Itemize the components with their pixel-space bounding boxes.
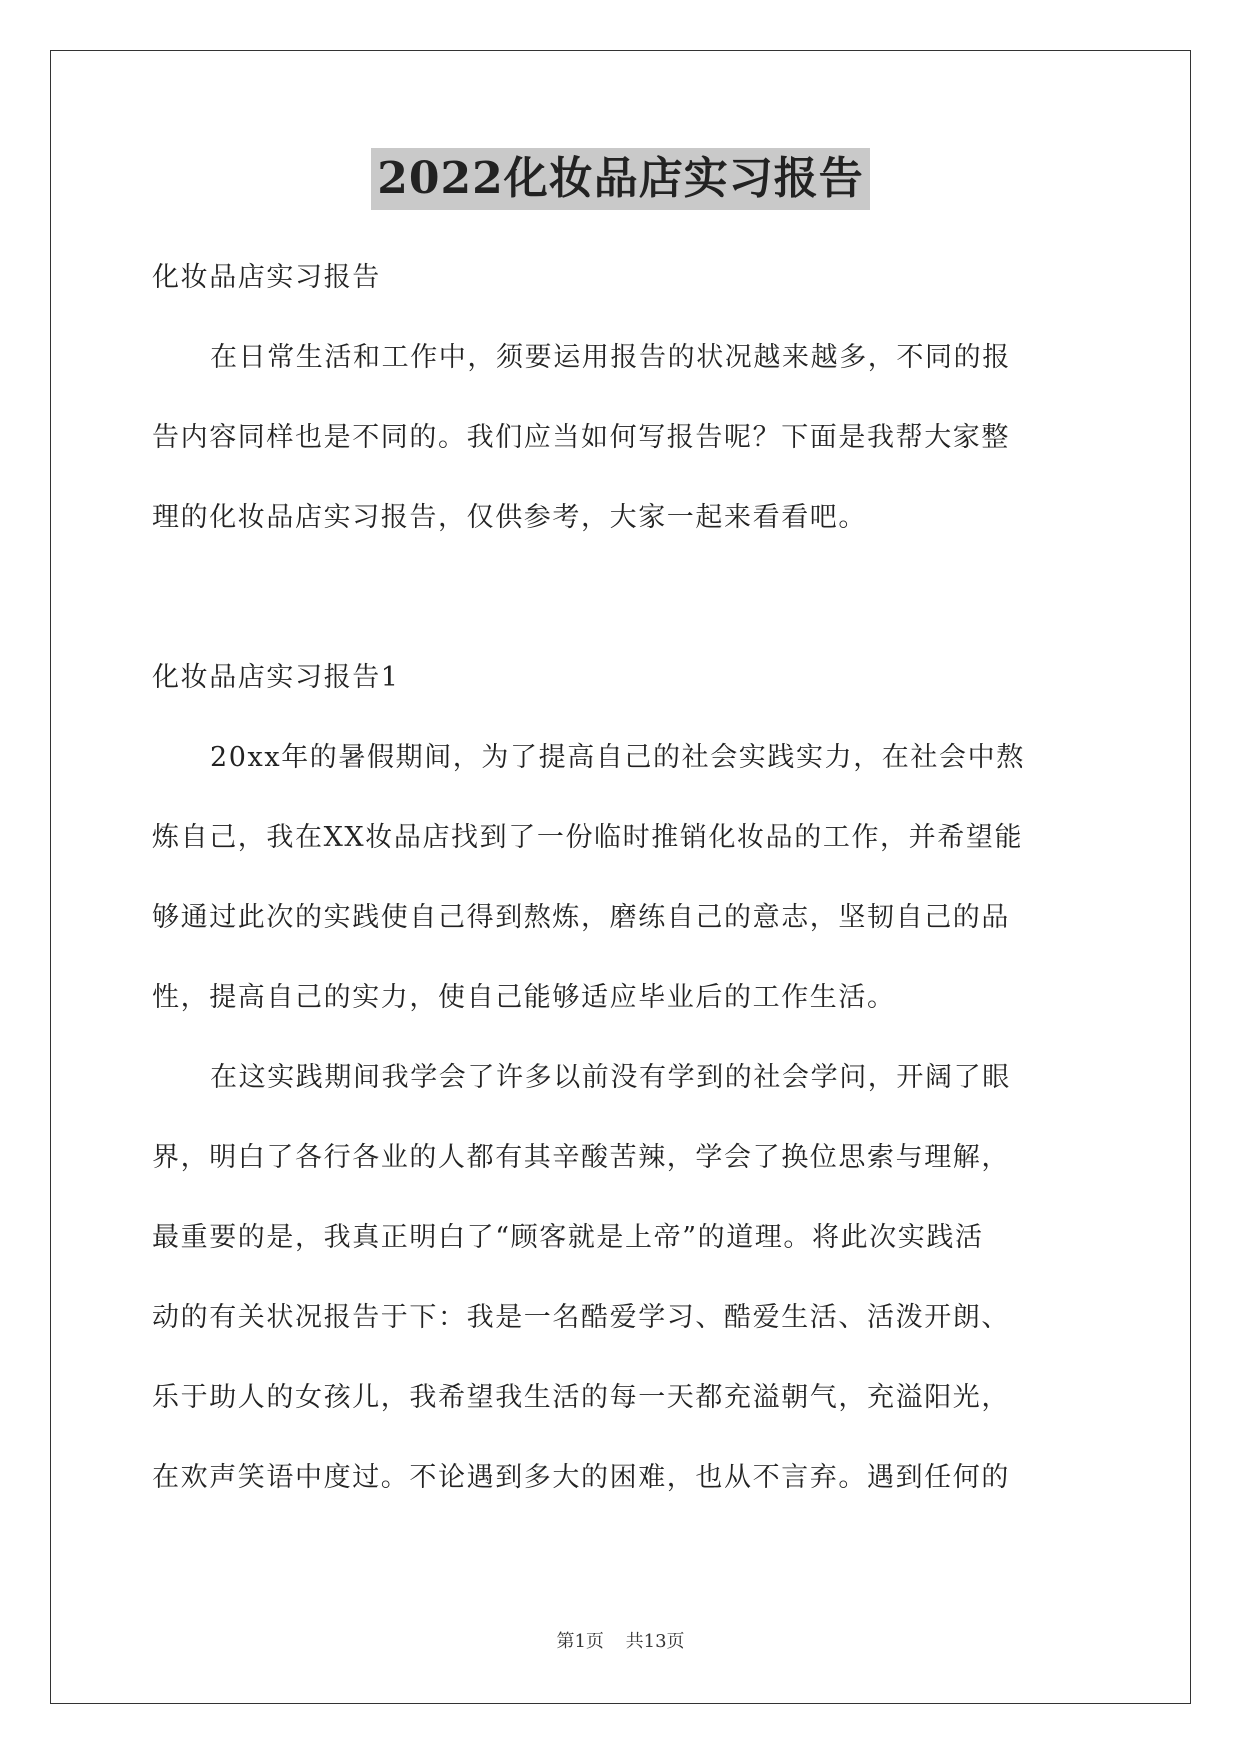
- paragraph-line: 乐于助人的女孩儿，我希望我生活的每一天都充溢朝气，充溢阳光，: [152, 1382, 1010, 1413]
- intro-line: 在日常生活和工作中，须要运用报告的状况越来越多，不同的报: [210, 342, 1011, 373]
- paragraph-line: 20xx年的暑假期间，为了提高自己的社会实践实力，在社会中熬: [210, 742, 1025, 773]
- intro-line: 理的化妆品店实习报告，仅供参考，大家一起来看看吧。: [152, 502, 867, 533]
- paragraph-line: 最重要的是，我真正明白了“顾客就是上帝”的道理。将此次实践活: [152, 1222, 984, 1253]
- page-number: 第1页: [556, 1631, 604, 1652]
- paragraph-gap: [152, 558, 1090, 638]
- paragraph-line: 动的有关状况报告于下：我是一名酷爱学习、酷爱生活、活泼开朗、: [152, 1302, 1010, 1333]
- title-container: [0, 148, 1241, 210]
- paragraph-line: 在欢声笑语中度过。不论遇到多大的困难，也从不言弃。遇到任何的: [152, 1462, 1010, 1493]
- section-heading: 化妆品店实习报告1: [152, 662, 400, 693]
- document-title: 2022化妆品店实习报告: [371, 148, 869, 210]
- subtitle: 化妆品店实习报告: [152, 262, 381, 293]
- page-footer: [0, 1627, 1241, 1653]
- intro-line: 告内容同样也是不同的。我们应当如何写报告呢？下面是我帮大家整: [152, 422, 1010, 453]
- paragraph-line: 在这实践期间我学会了许多以前没有学到的社会学问，开阔了眼: [210, 1062, 1011, 1093]
- document-body: [152, 238, 1090, 1518]
- paragraph-line: 够通过此次的实践使自己得到熬炼，磨练自己的意志，坚韧自己的品: [152, 902, 1010, 933]
- paragraph-line: 界，明白了各行各业的人都有其辛酸苦辣，学会了换位思索与理解，: [152, 1142, 1010, 1173]
- page-total: 共13页: [625, 1631, 685, 1652]
- paragraph-line: 炼自己，我在XX妆品店找到了一份临时推销化妆品的工作，并希望能: [152, 822, 1024, 853]
- paragraph-line: 性，提高自己的实力，使自己能够适应毕业后的工作生活。: [152, 982, 896, 1013]
